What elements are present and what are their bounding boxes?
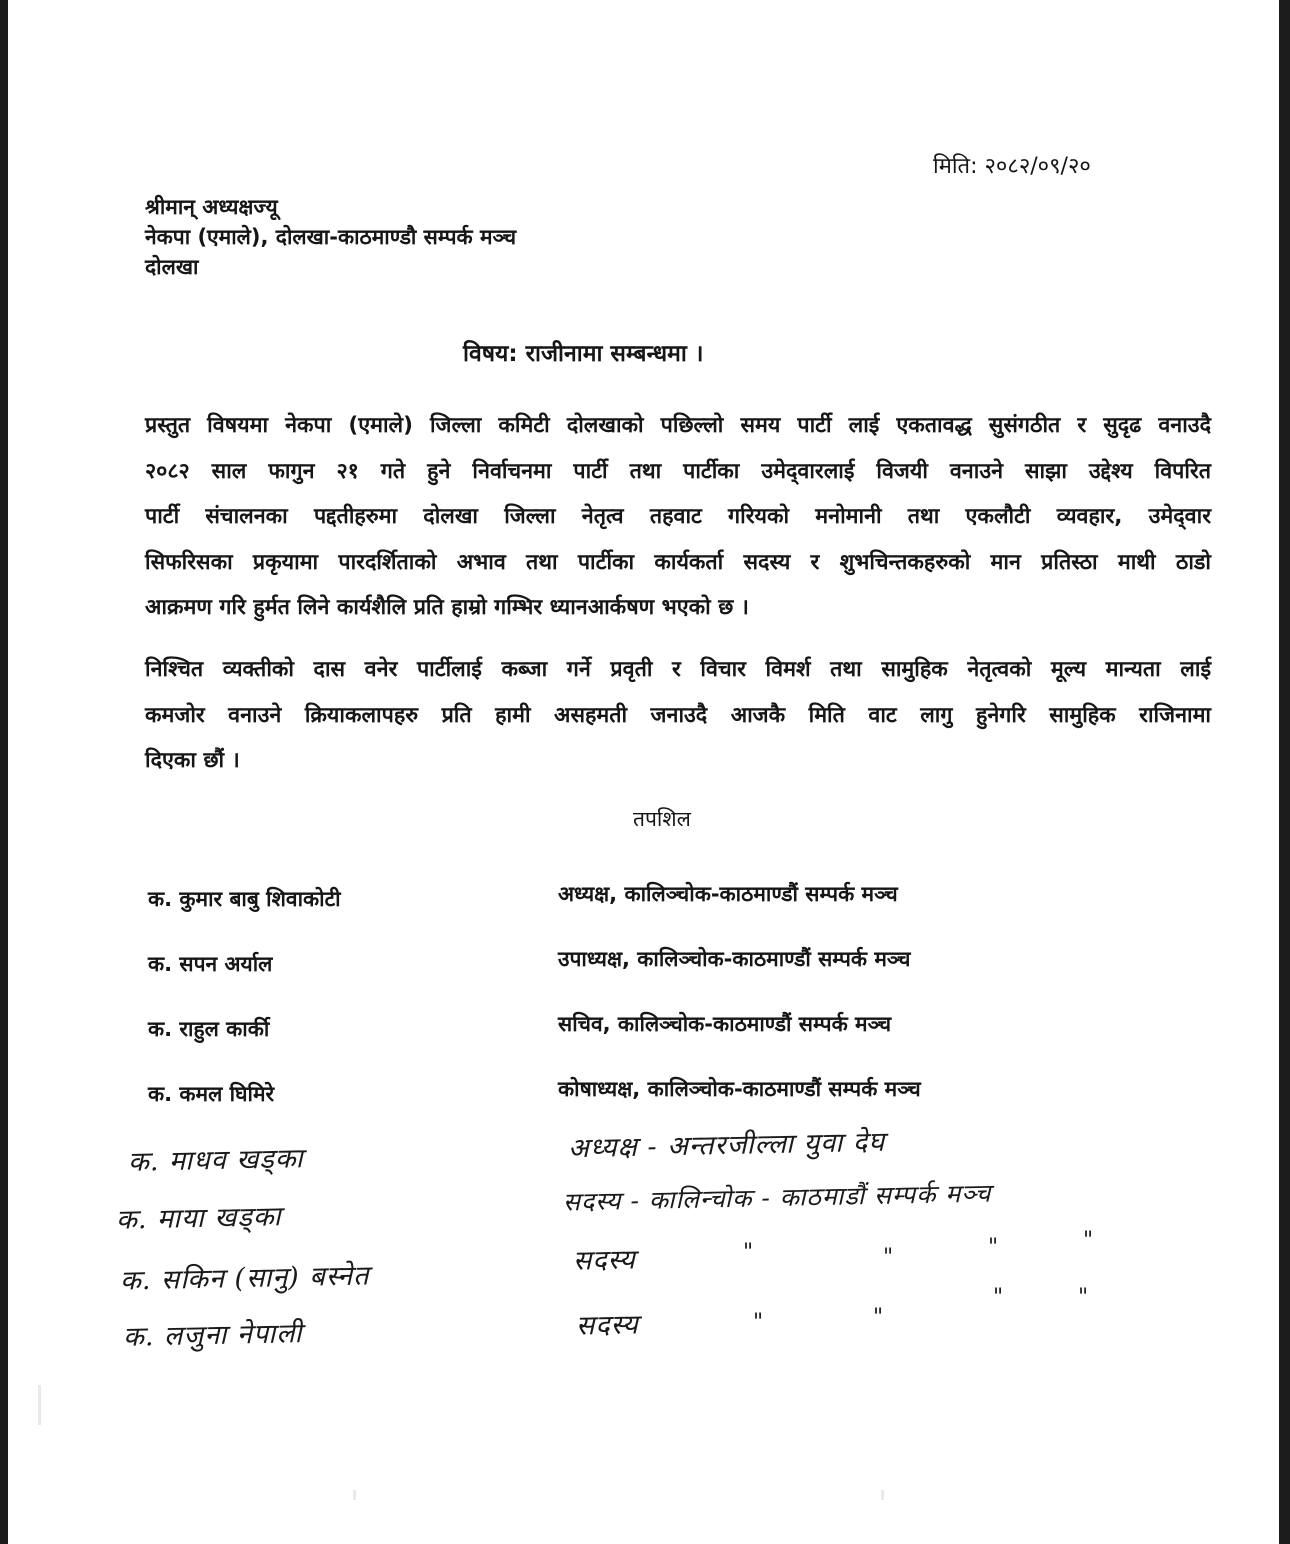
schedule-heading: तपशिल (633, 807, 691, 831)
signatory-role: कोषाध्यक्ष, कालिञ्चोक-काठमाण्डौं सम्पर्क मञ्च (558, 1077, 921, 1101)
addressee-block (145, 192, 516, 282)
ditto-mark: " (1078, 1285, 1089, 1310)
ditto-mark: " (873, 1305, 884, 1330)
signatory-name: क. कुमार बाबु शिवाकोटी (148, 887, 341, 911)
signatory-role: उपाध्यक्ष, कालिञ्चोक-काठमाण्डौं सम्पर्क मञ्च (558, 947, 911, 971)
body-line: कमजोर वनाउने क्रियाकलापहरु प्रति हामी असहमती जनाउदै आजकै मिति वाट लागु हुनेगरि सामुहिक राजिनामा (145, 702, 1211, 728)
signatory-name: क. कमल घिमिरे (148, 1082, 275, 1106)
signatory-name: क. राहुल कार्की (148, 1017, 270, 1041)
ditto-mark: " (993, 1285, 1004, 1310)
addressee-line: दोलखा (145, 255, 199, 279)
ditto-mark: " (753, 1310, 764, 1335)
ditto-mark: " (743, 1240, 754, 1265)
body-line: दिएका छौं । (145, 748, 240, 773)
handwritten-name: क. माया खड्का (115, 1201, 282, 1236)
body-line: पार्टी संचालनका पद्दतीहरुमा दोलखा जिल्ला नेतृत्व तहवाट गरियको मनोमानी तथा एकलौटी व्यवहार, उमेद्‌वार (145, 504, 1211, 529)
body-line: सिफरिसका प्रकृयामा पारदर्शिताको अभाव तथा पार्टीका कार्यकर्ता सदस्य र शुभचिन्तकहरुको मान प्रतिस्ठा माथी ठाडो (145, 549, 1211, 575)
handwritten-name: क. लजुना नेपाली (122, 1318, 303, 1353)
handwritten-role: सदस्य - कालिन्चोक - काठमाडौं सम्पर्क मञ्च (562, 1178, 992, 1217)
body-paragraph-1 (145, 403, 1211, 631)
handwritten-role: सदस्य (575, 1309, 640, 1342)
ditto-mark: " (1083, 1228, 1094, 1253)
addressee-line: श्रीमान् अध्यक्षज्यू (145, 195, 278, 219)
signatory-role: अध्यक्ष, कालिञ्चोक-काठमाण्डौं सम्पर्क मञ्च (558, 882, 898, 906)
signatory-role: सचिव, कालिञ्चोक-काठमाण्डौं सम्पर्क मञ्च (558, 1012, 892, 1036)
letter-date: मिति: २०८२/०९/२० (933, 154, 1091, 179)
scan-artifact (38, 1385, 41, 1425)
body-line: निश्चित व्यक्तीको दास वनेर पार्टीलाई कब्जा गर्ने प्रवृती र विचार विमर्श तथा सामुहिक नेतृत्वको मूल्य मान्यता लाई (145, 657, 1211, 682)
ditto-mark: " (988, 1235, 999, 1260)
body-paragraph-2 (145, 647, 1211, 784)
handwritten-name: क. सकिन (सानु) बस्नेत (119, 1260, 370, 1297)
signatory-name: क. सपन अर्याल (148, 952, 273, 976)
body-line: २०८२ साल फागुन २१ गते हुने निर्वाचनमा पार्टी तथा पार्टीका उमेद्‌वारलाई विजयी वनाउने साझा उद्देश्य विपरित (145, 458, 1211, 484)
addressee-line: नेकपा (एमाले), दोलखा-काठमाण्डौ सम्पर्क मञ्च (145, 225, 517, 249)
scanned-letter-page (8, 0, 1279, 1544)
handwritten-role: अध्यक्ष - अन्तरजील्ला युवा देघ (567, 1126, 886, 1165)
body-line: प्रस्तुत विषयमा नेकपा (एमाले) जिल्ला कमिटी दोलखाको पछिल्लो समय पार्टी लाई एकतावद्ध सुसंगठीत र सुदृढ वनाउदै (145, 413, 1211, 438)
letter-subject: विषय: राजीनामा सम्बन्धमा । (463, 341, 704, 367)
scan-artifact (353, 1490, 356, 1500)
handwritten-role: सदस्य (572, 1244, 637, 1277)
handwritten-name: क. माधव खड्का (127, 1143, 304, 1178)
scan-artifact (881, 1490, 884, 1500)
ditto-mark: " (883, 1245, 894, 1270)
body-line: आक्रमण गरि हुर्मत लिने कार्यशैलि प्रति हाम्रो गम्भिर ध्यानआर्कषण भएको छ । (145, 595, 749, 620)
